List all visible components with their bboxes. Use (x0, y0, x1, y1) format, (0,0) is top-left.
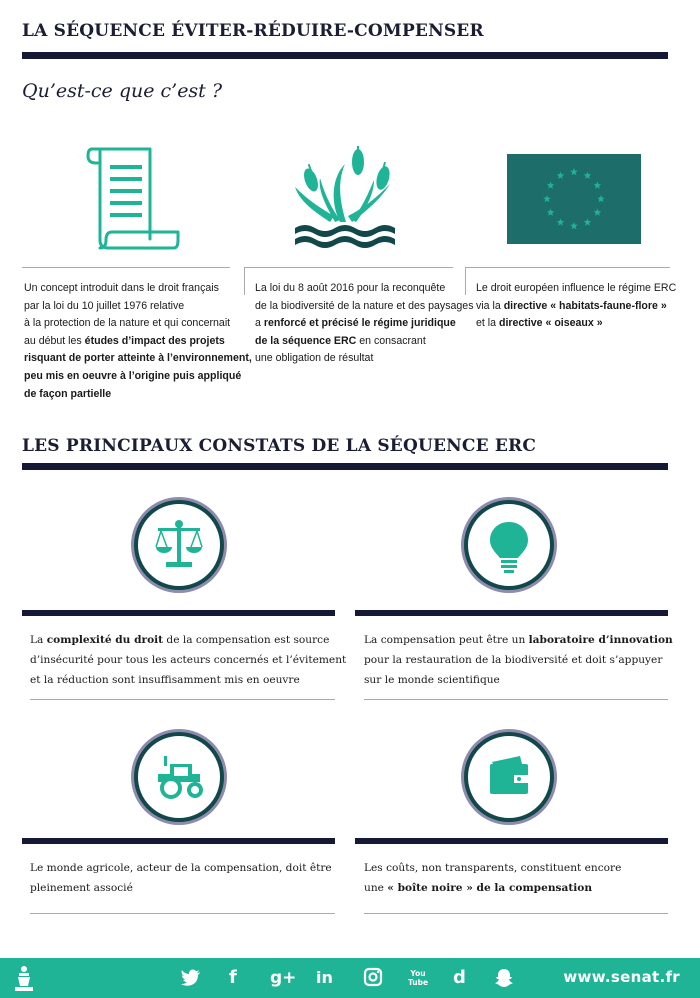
text-segment: La (30, 634, 47, 646)
site-url-link[interactable]: www.senat.fr (563, 968, 680, 986)
eu-star-icon (570, 222, 578, 229)
text-segment: de la compensation est source (163, 634, 330, 646)
wallet-icon (464, 732, 554, 822)
text-segment: Le droit européen influence le régime ERC (476, 282, 677, 294)
text-segment: pour la restauration de la biodiversité et doit s’appuyer (364, 654, 663, 666)
text-segment: sur le monde scientifique (364, 674, 500, 686)
section-underline (22, 463, 668, 470)
bold-text: de façon partielle (24, 387, 112, 400)
definition-divider (466, 267, 670, 268)
eu-star-icon (543, 195, 551, 202)
eu-star-icon (547, 209, 555, 216)
text-line (364, 630, 674, 650)
text-line (255, 315, 465, 333)
text-line (24, 350, 252, 368)
eu-flag-icon (507, 154, 641, 244)
text-line (30, 878, 340, 898)
senat-logo-icon[interactable] (12, 964, 36, 992)
eu-star-icon (594, 182, 602, 189)
bold-text: renforcé et précisé le régime juridique (263, 317, 456, 330)
text-segment: à la protection de la nature et qui concernait (24, 317, 231, 330)
bold-text: « boîte noire » de la compensation (387, 882, 593, 894)
instagram-icon[interactable] (363, 967, 383, 989)
text-segment: via la (476, 299, 504, 312)
card-divider (30, 699, 335, 700)
eu-star-icon (557, 172, 565, 179)
bold-text: laboratoire d’innovation (528, 634, 673, 646)
card-divider (364, 913, 668, 914)
dailymotion-icon[interactable]: d (453, 967, 466, 988)
bold-text: complexité du droit (46, 634, 164, 646)
wetland-reeds-icon (290, 142, 400, 248)
text-line (30, 670, 340, 690)
youtube-icon[interactable]: You Tube (408, 969, 429, 987)
snapchat-icon[interactable] (494, 967, 514, 989)
lightbulb-icon (464, 500, 554, 590)
bold-text: peu mis en oeuvre à l’origine puis appliqué (24, 369, 242, 382)
text-line (255, 350, 465, 368)
text-segment: pleinement associé (30, 882, 133, 894)
google-plus-icon[interactable]: g+ (270, 968, 297, 988)
finding-text-4 (364, 858, 674, 898)
bold-text: études d’impact des projets (84, 334, 225, 347)
scales-of-justice-icon (134, 500, 224, 590)
text-line (24, 315, 244, 333)
definition-text-3 (476, 280, 676, 333)
text-segment: La compensation peut être un (364, 634, 529, 646)
text-line (255, 298, 474, 316)
card-underline (355, 610, 668, 616)
document-scroll-icon (84, 144, 184, 254)
column-separator (465, 267, 466, 295)
text-line (24, 298, 244, 316)
text-segment: par la loi du 10 juillet 1976 relative (24, 299, 185, 312)
section-subtitle: Qu’est-ce que c’est ? (22, 80, 223, 102)
text-line (364, 650, 674, 670)
text-line (364, 670, 674, 690)
bold-text: directive « oiseaux » (498, 317, 603, 330)
text-line (476, 280, 676, 298)
linkedin-icon[interactable]: in (316, 968, 333, 987)
bold-text: risquant de porter atteinte à l’environnement, (24, 352, 252, 365)
eu-star-icon (584, 218, 592, 225)
eu-star-icon (547, 182, 555, 189)
text-line (24, 386, 244, 404)
text-segment: au début les (24, 334, 85, 347)
text-segment: Le monde agricole, acteur de la compensation, doit être (30, 862, 332, 874)
footer-bar (0, 958, 700, 998)
text-line (364, 878, 674, 898)
text-line (24, 368, 244, 386)
definition-divider (245, 267, 453, 268)
text-line (30, 650, 347, 670)
bold-text: directive « habitats-faune-flore » (503, 299, 667, 312)
definition-text-2 (255, 280, 474, 368)
facebook-icon[interactable]: f (229, 967, 237, 988)
twitter-icon[interactable] (180, 967, 202, 989)
finding-text-3 (30, 858, 340, 898)
section-title: LES PRINCIPAUX CONSTATS DE LA SÉQUENCE ERC (22, 436, 537, 456)
eu-star-icon (557, 218, 565, 225)
eu-star-icon (570, 168, 578, 175)
eu-star-icon (594, 209, 602, 216)
text-segment: une (364, 882, 388, 894)
title-underline (22, 52, 668, 59)
text-line (24, 280, 244, 298)
text-segment: et la (476, 317, 499, 330)
card-divider (364, 699, 668, 700)
text-segment: Les coûts, non transparents, constituent encore (364, 862, 622, 874)
text-segment: une obligation de résultat (255, 352, 374, 365)
column-separator (244, 267, 245, 295)
text-line (24, 333, 244, 351)
text-segment: Un concept introduit dans le droit français (24, 282, 219, 294)
finding-text-1 (30, 630, 347, 690)
card-underline (22, 838, 335, 844)
text-segment: La loi du 8 août 2016 pour la reconquête (255, 282, 446, 294)
text-line (255, 333, 465, 351)
page-title: LA SÉQUENCE ÉVITER-RÉDUIRE-COMPENSER (22, 21, 484, 41)
finding-text-2 (364, 630, 674, 690)
definition-divider (22, 267, 230, 268)
definition-text-1 (24, 280, 252, 403)
card-underline (22, 610, 335, 616)
text-line (476, 298, 676, 316)
text-line (476, 315, 676, 333)
text-segment: en consacrant (356, 334, 426, 347)
text-line (30, 858, 340, 878)
text-segment: a (255, 317, 264, 330)
bold-text: de la séquence ERC (255, 334, 357, 347)
eu-star-icon (597, 195, 605, 202)
text-segment: de la biodiversité de la nature et des paysages (255, 299, 474, 312)
text-line (255, 280, 465, 298)
text-line (364, 858, 674, 878)
text-segment: d’insécurité pour tous les acteurs concernés et l’évitement (30, 654, 347, 666)
eu-star-icon (584, 172, 592, 179)
text-segment: et la réduction sont insuffisamment mis en oeuvre (30, 674, 300, 686)
card-divider (30, 913, 335, 914)
text-line (30, 630, 340, 650)
card-underline (355, 838, 668, 844)
tractor-icon (134, 732, 224, 822)
